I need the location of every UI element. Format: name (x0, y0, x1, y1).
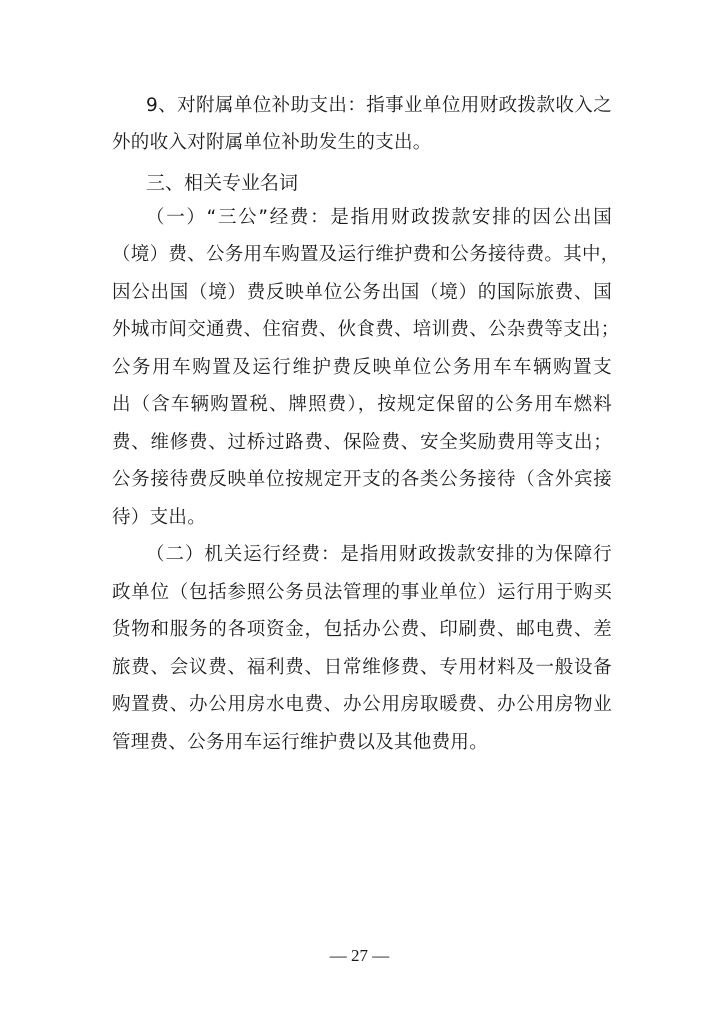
paragraph-item9-line-1: 9、对附属单位补助支出：指事业单位用财政拨款收入之 (146, 95, 612, 116)
paragraph-sangong-line-4: 外城市间交通费、住宿费、伙食费、培训费、公杂费等支出； (112, 319, 620, 340)
paragraph-jiguan-line-4: 旅费、会议费、福利费、日常维修费、专用材料及一般设备 (112, 657, 612, 678)
section-heading: 三、相关专业名词 (146, 172, 299, 194)
paragraph-item9-line-2: 外的收入对附属单位补助发生的支出。 (112, 132, 432, 153)
paragraph-sangong-line-6: 出（含车辆购置税、牌照费），按规定保留的公务用车燃料 (112, 394, 612, 415)
page-number: — 27 — (329, 946, 390, 965)
paragraph-jiguan-line-6: 管理费、公务用车运行维护费以及其他费用。 (112, 732, 489, 753)
paragraph-sangong-line-1: （一）“三公”经费：是指用财政拨款安排的因公出国 (146, 207, 612, 228)
paragraph-jiguan-line-2: 政单位（包括参照公务员法管理的事业单位）运行用于购买 (112, 582, 612, 603)
paragraph-jiguan-line-1: （二）机关运行经费：是指用财政拨款安排的为保障行 (146, 544, 612, 565)
paragraph-sangong-line-3: 因公出国（境）费反映单位公务出国（境）的国际旅费、国 (112, 282, 612, 303)
paragraph-sangong-line-5: 公务用车购置及运行维护费反映单位公务用车车辆购置支 (112, 357, 612, 378)
paragraph-sangong-line-7: 费、维修费、过桥过路费、保险费、安全奖励费用等支出； (112, 432, 612, 453)
paragraph-jiguan-line-5: 购置费、办公用房水电费、办公用房取暖费、办公用房物业 (112, 694, 612, 715)
paragraph-sangong-line-9: 待）支出。 (112, 507, 207, 528)
paragraph-jiguan-line-3: 货物和服务的各项资金，包括办公费、印刷费、邮电费、差 (112, 619, 612, 640)
paragraph-sangong-line-8: 公务接待费反映单位按规定开支的各类公务接待（含外宾接 (112, 469, 612, 490)
paragraph-sangong-line-2: （境）费、公务用车购置及运行维护费和公务接待费。其中， (112, 244, 620, 265)
